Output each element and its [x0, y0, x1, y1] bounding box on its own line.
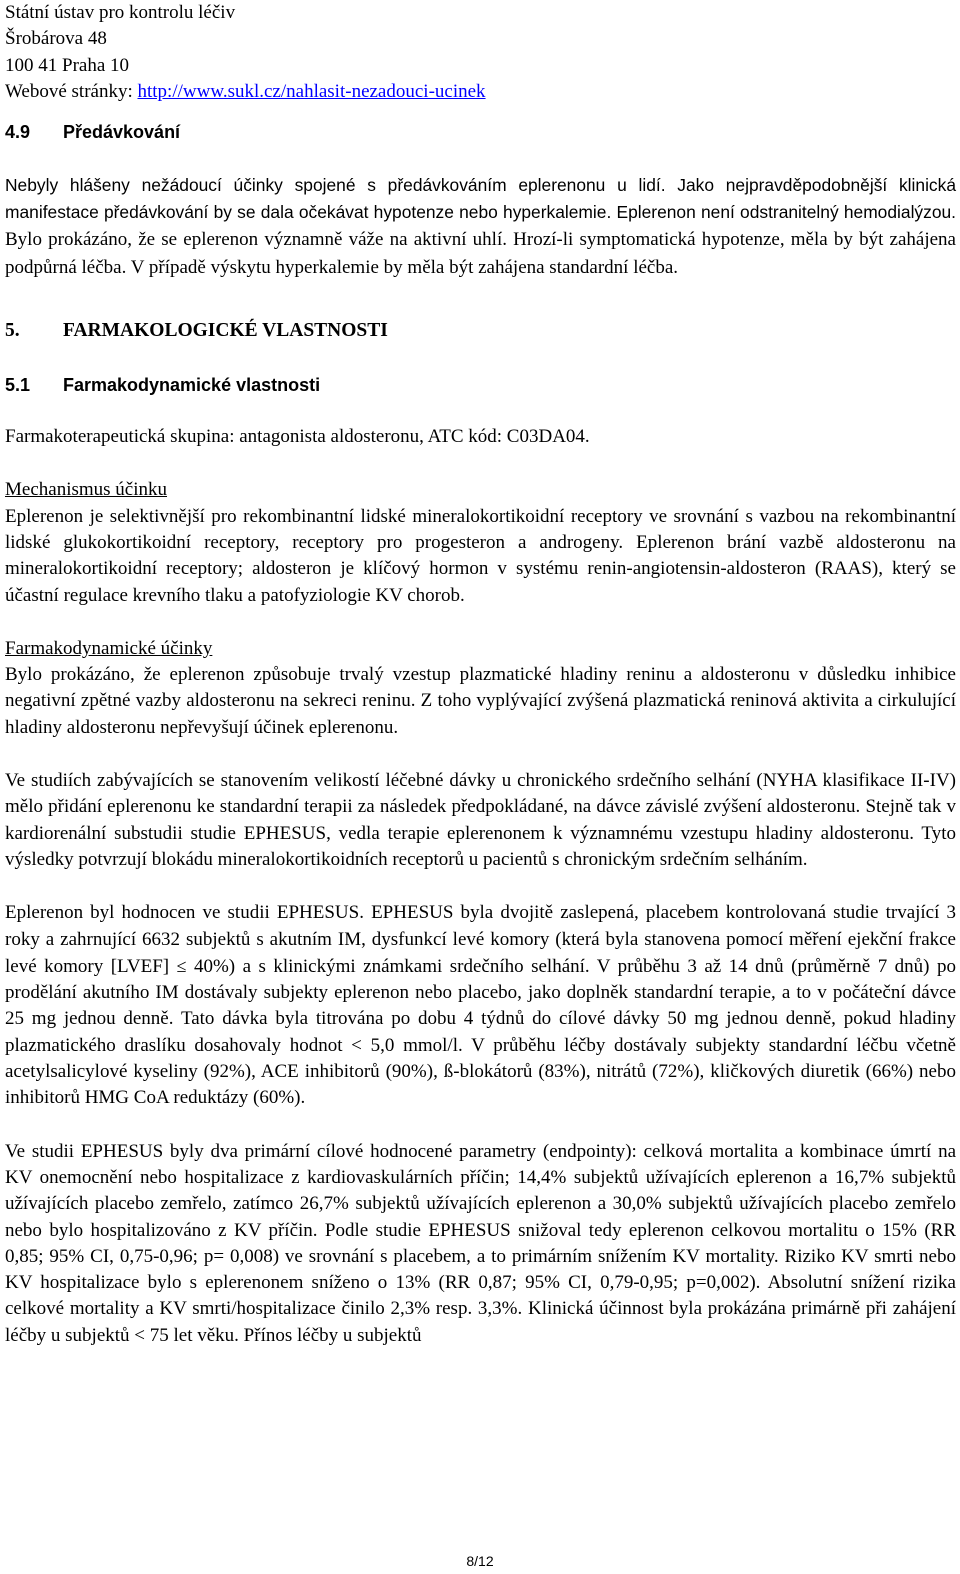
institution-name: Státní ústav pro kontrolu léčiv	[5, 2, 236, 23]
address-block	[5, 0, 956, 105]
website-link[interactable]: http://www.sukl.cz/nahlasit-nezadouci-ucinek	[137, 80, 486, 102]
studies-paragraph: Ve studiích zabývajících se stanovením velikostí léčebné dávky u chronického srdečního selhání (NYHA klasifikace II-IV) mělo přidání eplerenonu ke standardní terapii za následek předpokládané, na dávce závislé zvýšení aldosteronu. Stejně tak v kardiorenální substudii studie EPHESUS, vedla terapie eplerenonem k významnému vzestupu hladiny aldosteronu. Tyto výsledky potvrzují blokádu mineralokortikoidních receptorů u pacientů s chronickým srdečním selháním.	[5, 770, 956, 870]
pd-effects-paragraph: Bylo prokázáno, že eplerenon způsobuje trvalý vzestup plazmatické hladiny reninu a aldosteronu v důsledku inhibice negativní zpětné vazby aldosteronu na sekreci reninu. Z toho vyplývající zvýšená plazmatická reninová aktivita a cirkulující hladiny aldosteronu nepřevyšují účinek eplerenonu.	[5, 664, 956, 738]
mechanism-heading: Mechanismus účinku	[5, 479, 168, 501]
mechanism-paragraph: Eplerenon je selektivnější pro rekombinantní lidské mineralokortikoidní receptory ve srovnání s vazbou na rekombinantní lidské glukokortikoidní receptory, receptory pro progesteron a androgeny. Eplerenon brání vazbě aldosteronu na mineralokortikoidní receptory; aldosteron je klíčový hormon v systému renin-angiotensin-aldosteron (RAAS), který se účastní regulace krevního tlaku a patofyziologie KV chorob.	[5, 505, 956, 606]
section-title: Předávkování	[63, 122, 181, 143]
ephesus-results-paragraph: Ve studii EPHESUS byly dva primární cílové hodnocené parametry (endpointy): celková mortalita a kombinace úmrtí na KV onemocnění nebo hospitalizace z kardiovaskulárních příčin; 14,4% subjektů užívajících eplerenon a 16,7% subjektů užívajících placebo zemřelo, zatímco 26,7% subjektů užívajících eplerenon a 30,0% subjektů užívajících placebo zemřelo nebo bylo hospitalizováno z KV příčin. Podle studie EPHESUS snižoval tedy eplerenon celkovou mortalitu o 15% (RR 0,85; 95% CI, 0,75-0,96; p= 0,008) ve srovnání s placebem, a to primárním snížením KV mortality. Riziko KV smrti nebo KV hospitalizace bylo s eplerenonem sníženo o 13% (RR 0,87; 95% CI, 0,79-0,95; p=0,002). Absolutní snížení rizika celkové mortality a KV smrti/hospitalizace činilo 2,3% resp. 3,3%. Klinická účinnost byla prokázána primárně při zahájení léčby u subjektů < 75 let věku. Přínos léčby u subjektů	[5, 1140, 956, 1346]
section-number: 5.1	[5, 374, 31, 395]
overdose-text-c: Hrozí-li symptomatická hypotenze, měla by být zahájena podpůrná léčba. V případě výskytu hyperkalemie by měla být zahájena standardní léčba.	[5, 229, 956, 278]
ephesus-design-text-b: 40%) a s klinickými známkami srdečního selhání. V průběhu 3 až 14 dnů (průměrně 7 dnů) po prodělání akutního IM dostávaly subjekty eplerenon nebo placebo, jako doplněk standardní terapie, a to v počáteční dávce 25 mg jednou denně. Tato dávka byla titrována po dobu 4 týdnů do cílové dávky 50 mg jednou denně, pokud hladiny plazmatického draslíku dosahovaly hodnot < 5,0 mmol/l. V průběhu léčby dostávaly subjekty standardní léčbu včetně acetylsalicylové kyseliny (92%), ACE inhibitorů (90%), ß-blokátorů (83%), nitrátů (72%), kličkových diuretik (66%) nebo inhibitorů HMG CoA reduktázy (60%).	[5, 955, 956, 1109]
section-number: 4.9	[5, 122, 31, 143]
page-number: 8/12	[466, 1553, 494, 1569]
overdose-paragraph	[5, 172, 956, 281]
section-title: FARMAKOLOGICKÉ VLASTNOSTI	[63, 320, 388, 342]
section-5-heading	[5, 318, 956, 344]
section-5-1-heading	[5, 372, 956, 398]
section-title: Farmakodynamické vlastnosti	[63, 374, 321, 395]
city-address: 100 41 Praha 10	[5, 54, 130, 76]
street-address: Šrobárova 48	[5, 28, 107, 50]
overdose-text-a: Nebyly hlášeny nežádoucí účinky spojené s předávkováním eplerenonu u lidí. Jako nejpravděpodobnější klinická manifestace předávkování by se dala očekávat hypotenze nebo hyperkalemie. Eplerenon není odstranitelný hemodialýzou.	[5, 175, 956, 222]
website-label: Webové stránky:	[5, 80, 138, 102]
section-number: 5.	[5, 320, 20, 342]
ephesus-design-text-a: Eplerenon byl hodnocen ve studii EPHESUS. EPHESUS byla dvojitě zaslepená, placebem kontrolovaná studie trvající 3 roky a zahrnující 6632 subjektů s akutním IM, dysfunkcí levé komory (která byla stanovena pomocí měření ejekční frakce levé komory [LVEF]	[5, 902, 956, 977]
website-line	[5, 79, 956, 105]
ephesus-design-paragraph	[5, 900, 956, 1111]
section-4-9-heading	[5, 119, 956, 145]
pd-effects-heading: Farmakodynamické účinky	[5, 637, 213, 659]
overdose-text-b: Bylo prokázáno, že se eplerenon významně váže na aktivní uhlí.	[5, 229, 507, 251]
therapeutic-group: Farmakoterapeutická skupina: antagonista aldosteronu, ATC kód: C03DA04.	[5, 426, 590, 448]
less-equal-symbol: ≤	[176, 955, 187, 976]
